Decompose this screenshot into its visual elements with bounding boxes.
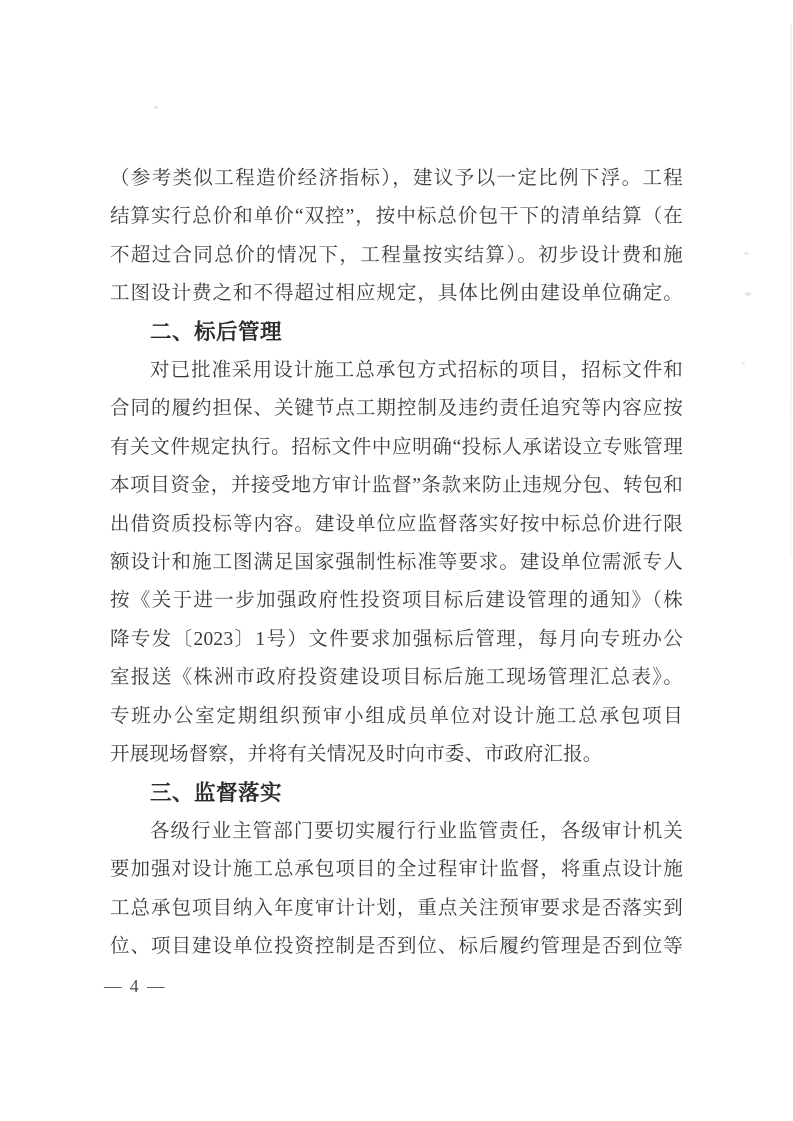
text-line: 按《关于进一步加强政府性投资项目标后建设管理的通知》（株	[110, 590, 683, 612]
scan-speck	[741, 362, 745, 365]
text-line: 本项目资金，并接受地方审计监督”条款来防止违规分包、转包和	[110, 475, 683, 497]
section-heading: 三、监督落实	[150, 780, 283, 806]
text-line: 专班办公室定期组织预审小组成员单位对设计施工总承包项目	[110, 705, 683, 727]
text-line: 工总承包项目纳入年度审计计划，重点关注预审要求是否落实到	[110, 897, 683, 919]
text-line: 合同的履约担保、关键节点工期控制及违约责任追究等内容应按	[110, 398, 683, 420]
text-line: 出借资质投标等内容。建设单位应监督落实好按中标总价进行限	[110, 513, 683, 535]
text-line: 各级行业主管部门要切实履行行业监管责任，各级审计机关	[150, 820, 683, 842]
text-line: 降专发〔2023〕1号）文件要求加强标后管理，每月向专班办公	[110, 628, 683, 650]
scan-speck	[744, 252, 749, 255]
document-body	[110, 160, 683, 967]
scan-speck	[745, 292, 751, 296]
text-line: 开展现场督察，并将有关情况及时向市委、市政府汇报。	[110, 744, 603, 766]
text-line: 要加强对设计施工总承包项目的全过程审计监督，将重点设计施	[110, 859, 683, 881]
text-line: 额设计和施工图满足国家强制性标准等要求。建设单位需派专人	[110, 552, 683, 574]
text-line: 结算实行总价和单价“双控”，按中标总价包干下的清单结算（在	[110, 206, 683, 228]
section-heading: 二、标后管理	[150, 319, 283, 345]
page-number: — 4 —	[104, 976, 167, 996]
text-line: 室报送《株洲市政府投资建设项目标后施工现场管理汇总表》。	[110, 667, 683, 689]
text-line: （参考类似工程造价经济指标），建议予以一定比例下浮。工程	[110, 168, 683, 189]
scan-speck	[154, 106, 158, 109]
text-line: 对已批准采用设计施工总承包方式招标的项目，招标文件和	[150, 360, 683, 382]
text-line: 有关文件规定执行。招标文件中应明确“投标人承诺设立专账管理	[110, 436, 683, 458]
text-line: 不超过合同总价的情况下，工程量按实结算）。初步设计费和施	[110, 244, 683, 266]
text-line: 位、项目建设单位投资控制是否到位、标后履约管理是否到位等	[110, 936, 683, 958]
scan-edge-artifact	[790, 25, 792, 555]
text-line: 工图设计费之和不得超过相应规定，具体比例由建设单位确定。	[110, 283, 683, 305]
